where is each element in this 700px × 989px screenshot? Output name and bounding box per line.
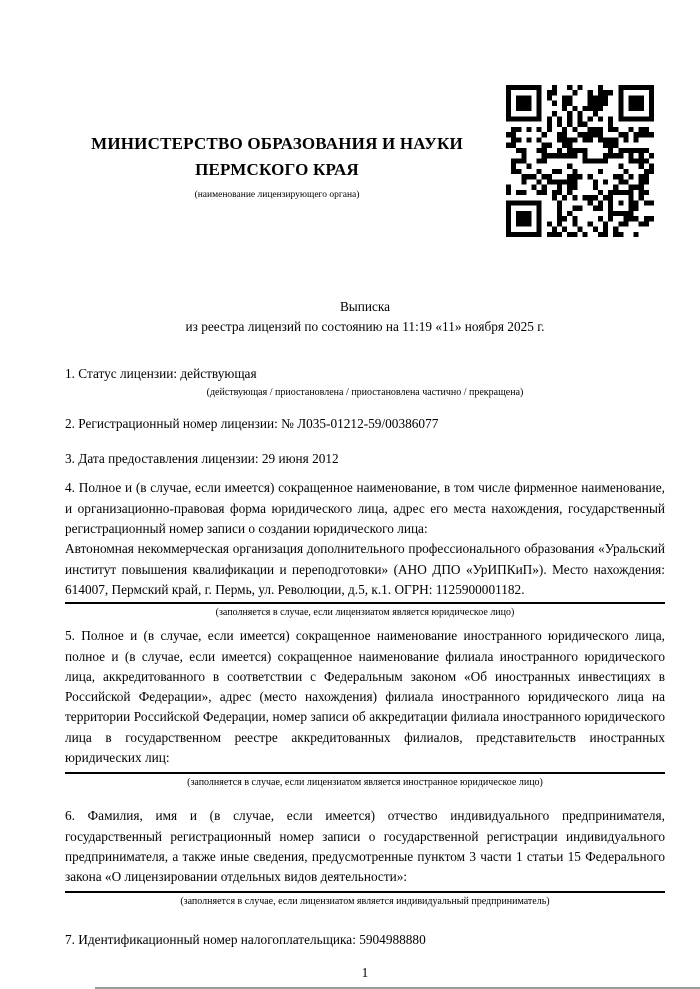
license-status-options-caption: (действующая / приостановлена / приостановлена частично / прекращена) xyxy=(206,386,524,398)
ministry-name-line2: ПЕРМСКОГО КРАЯ xyxy=(195,160,359,179)
entrepreneur-caption: (заполняется в случае, если лицензиатом является индивидуальный предприниматель) xyxy=(180,895,550,907)
document-subtitle: из реестра лицензий по состоянию на 11:19 «11» ноября 2025 г. xyxy=(185,319,545,335)
ministry-name-line1: МИНИСТЕРСТВО ОБРАЗОВАНИЯ И НАУКИ xyxy=(91,134,463,153)
foreign-entity-caption: (заполняется в случае, если лицензиатом является иностранное юридическое лицо) xyxy=(187,777,543,789)
grant-date-text: 3. Дата предоставления лицензии: 29 июня 2012 xyxy=(65,451,339,467)
ministry-caption: (наименование лицензирующего органа) xyxy=(194,190,360,200)
legal-entity-value: Автономная некоммерческая организация дополнительного профессионального образования «Уральский институт повышения квалификации и переподготовки» (АНО ДПО «УрИПКиП»). Место нахождения: 614007, Пермский край, г. Пермь, ул. Революции, д.5, к.1. ОГРН: 1125900001182. xyxy=(65,541,665,597)
item-license-status xyxy=(65,364,665,400)
legal-entity-caption: (заполняется в случае, если лицензиатом является юридическое лицо) xyxy=(215,607,515,619)
taxpayer-id-text: 7. Идентификационный номер налогоплательщика: 5904988880 xyxy=(65,931,426,947)
item-legal-entity-name xyxy=(65,478,665,620)
legal-entity-heading: 4. Полное и (в случае, если имеется) сокращенное наименование, в том числе фирменное наименование, и организационно-правовая форма юридического лица, адрес его места нахождения, государственный регистрационный номер записи о создании юридического лица: xyxy=(65,480,665,537)
item-registration-number xyxy=(65,414,665,434)
extract-body xyxy=(65,297,665,983)
registration-number-text: 2. Регистрационный номер лицензии: № Л035-01212-59/00386077 xyxy=(65,415,439,431)
document-title-block xyxy=(65,297,665,338)
document-title: Выписка xyxy=(339,299,391,314)
licensing-authority-block xyxy=(65,131,489,201)
page-number: 1 xyxy=(361,964,369,980)
foreign-entity-heading: 5. Полное и (в случае, если имеется) сокращенное наименование иностранного юридического лица, полное и (в случае, если имеется) сокращенное наименование филиала иностранного юридического лица, аккредитованного в соответствии с Федеральным законом «Об иностранных инвестициях в Российской Федерации», адрес (место нахождения) филиала иностранного юридического лица на территории Российской Федерации, номер записи об аккредитации филиала иностранного юридического лица в государственном реестре аккредитованных филиалов, представительств иностранных юридических лиц: xyxy=(65,628,665,766)
entrepreneur-heading: 6. Фамилия, имя и (в случае, если имеется) отчество индивидуального предпринимателя, государственный регистрационный номер записи о государственной регистрации индивидуального предпринимателя, а также иные сведения, предусмотренные пунктом 3 части 1 статьи 15 Федерального закона «О лицензировании отдельных видов деятельности»: xyxy=(65,808,665,885)
fill-line xyxy=(65,602,665,604)
license-status-text: 1. Статус лицензии: действующая xyxy=(65,365,257,381)
item-taxpayer-id xyxy=(65,930,665,950)
fill-line xyxy=(65,891,665,893)
item-individual-entrepreneur xyxy=(65,806,665,908)
item-grant-date xyxy=(65,449,665,469)
qr-code-icon xyxy=(506,85,654,237)
fill-line xyxy=(65,772,665,774)
item-foreign-entity xyxy=(65,626,665,790)
